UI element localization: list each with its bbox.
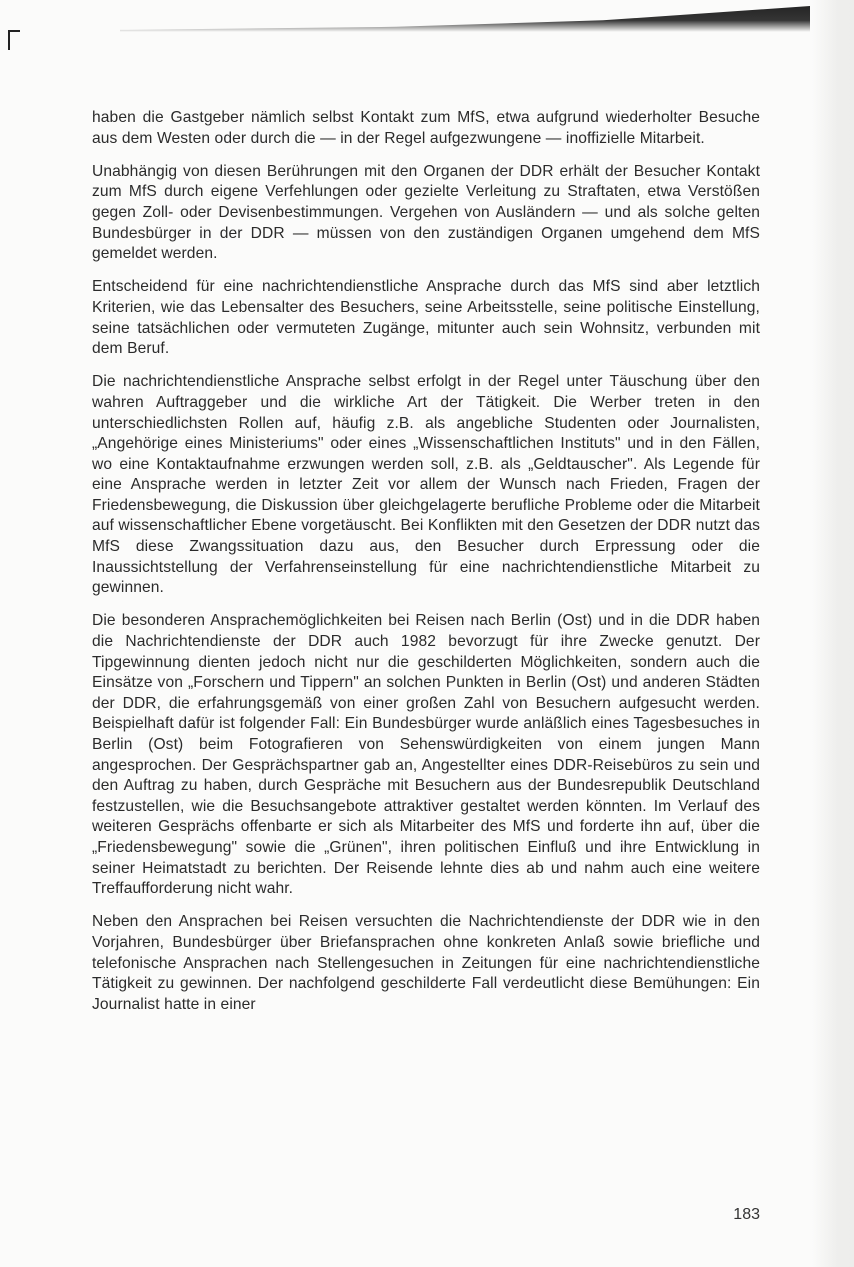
paragraph: Die besonderen Ansprachemöglichkeiten bei Reisen nach Berlin (Ost) und in die DDR haben die Nachrichtendienste der DDR auch 1982 bevorzugt für ihre Zwecke genutzt. Der Tipgewinnung dienten jedoch nicht nur die geschilderten Möglichkeiten, sondern auch die Einsätze von „Forschern und Tippern" an solchen Punkten in Berlin (Ost) und anderen Städten der DDR, die erfahrungsgemäß von einer großen Zahl von Besuchern aufgesucht werden. Beispielhaft dafür ist folgender Fall: Ein Bundesbürger wurde anläßlich eines Tagesbesuches in Berlin (Ost) beim Fotografieren von Sehenswürdigkeiten von einem jungen Mann angesprochen. Der Gesprächspartner gab an, Angestellter eines DDR-Reisebüros zu sein und den Auftrag zu haben, durch Gespräche mit Besuchern aus der Bundesrepublik Deutschland festzustellen, wie die Besuchsangebote attraktiver gestaltet werden könnten. Im Verlauf des weiteren Gesprächs offenbarte er sich als Mitarbeiter des MfS und forderte ihn auf, über die „Friedensbewegung" sowie die „Grünen", ihren politischen Einfluß und ihre Entwicklung in seiner Heimatstadt zu berichten. Der Reisende lehnte dies ab und nahm auch eine weitere Treffaufforderung nicht wahr. [92, 612, 760, 898]
paragraph: Die nachrichtendienstliche Ansprache selbst erfolgt in der Regel unter Täuschung über den wahren Auftraggeber und die wirkliche Art der Tätigkeit. Die Werber treten in den unterschiedlichsten Rollen auf, häufig z.B. als angebliche Studenten oder Journalisten, „Angehörige eines Ministeriums" oder eines „Wissenschaftlichen Instituts" und in den Fällen, wo eine Kontaktaufnahme erzwungen werden soll, z.B. als „Geldtauscher". Als Legende für eine Ansprache werden in letzter Zeit vor allem der Wunsch nach Frieden, Fragen der Friedensbewegung, die Diskussion über gleichgelagerte berufliche Probleme oder die Mitarbeit auf wissenschaftlicher Ebene vorgetäuscht. Bei Konflikten mit den Gesetzen der DDR nutzt das MfS diese Zwangssituation dazu aus, den Besucher durch Erpressung oder die Inaussichtstellung der Verfahrenseinstellung für eine nachrichtendienstliche Mitarbeit zu gewinnen. [92, 373, 760, 597]
page-number: 183 [733, 1206, 760, 1223]
paragraph: Entscheidend für eine nachrichtendienstliche Ansprache durch das MfS sind aber letztlich Kriterien, wie das Lebensalter des Besuchers, seine Arbeitsstelle, seine politische Einstellung, seine tatsächlichen oder vermuteten Zugänge, mitunter auch sein Wohnsitz, verbunden mit dem Beruf. [92, 278, 760, 358]
page-edge-shading [812, 0, 854, 1267]
body-text [92, 108, 760, 1028]
paragraph: haben die Gastgeber nämlich selbst Kontakt zum MfS, etwa aufgrund wiederholter Besuche aus dem Westen oder durch die — in der Regel aufgezwungene — inoffizielle Mitarbeit. [92, 109, 760, 147]
crop-mark [8, 30, 20, 50]
paragraph: Neben den Ansprachen bei Reisen versuchten die Nachrichtendienste der DDR wie in den Vorjahren, Bundesbürger über Briefansprachen ohne konkreten Anlaß sowie briefliche und telefonische Ansprachen nach Stellengesuchen in Zeitungen für eine nachrichtendienstliche Tätigkeit zu gewinnen. Der nachfolgend geschilderte Fall verdeutlicht diese Bemühungen: Ein Journalist hatte in einer [92, 913, 760, 1013]
paragraph: Unabhängig von diesen Berührungen mit den Organen der DDR erhält der Besucher Kontakt zum MfS durch eigene Verfehlungen oder gezielte Verleitung zu Straftaten, etwa Verstößen gegen Zoll- oder Devisenbestimmungen. Vergehen von Ausländern — und als solche gelten Bundesbürger in der DDR — müssen von den zuständigen Organen umgehend dem MfS gemeldet werden. [92, 162, 760, 263]
scan-edge-shadow [120, 6, 810, 32]
